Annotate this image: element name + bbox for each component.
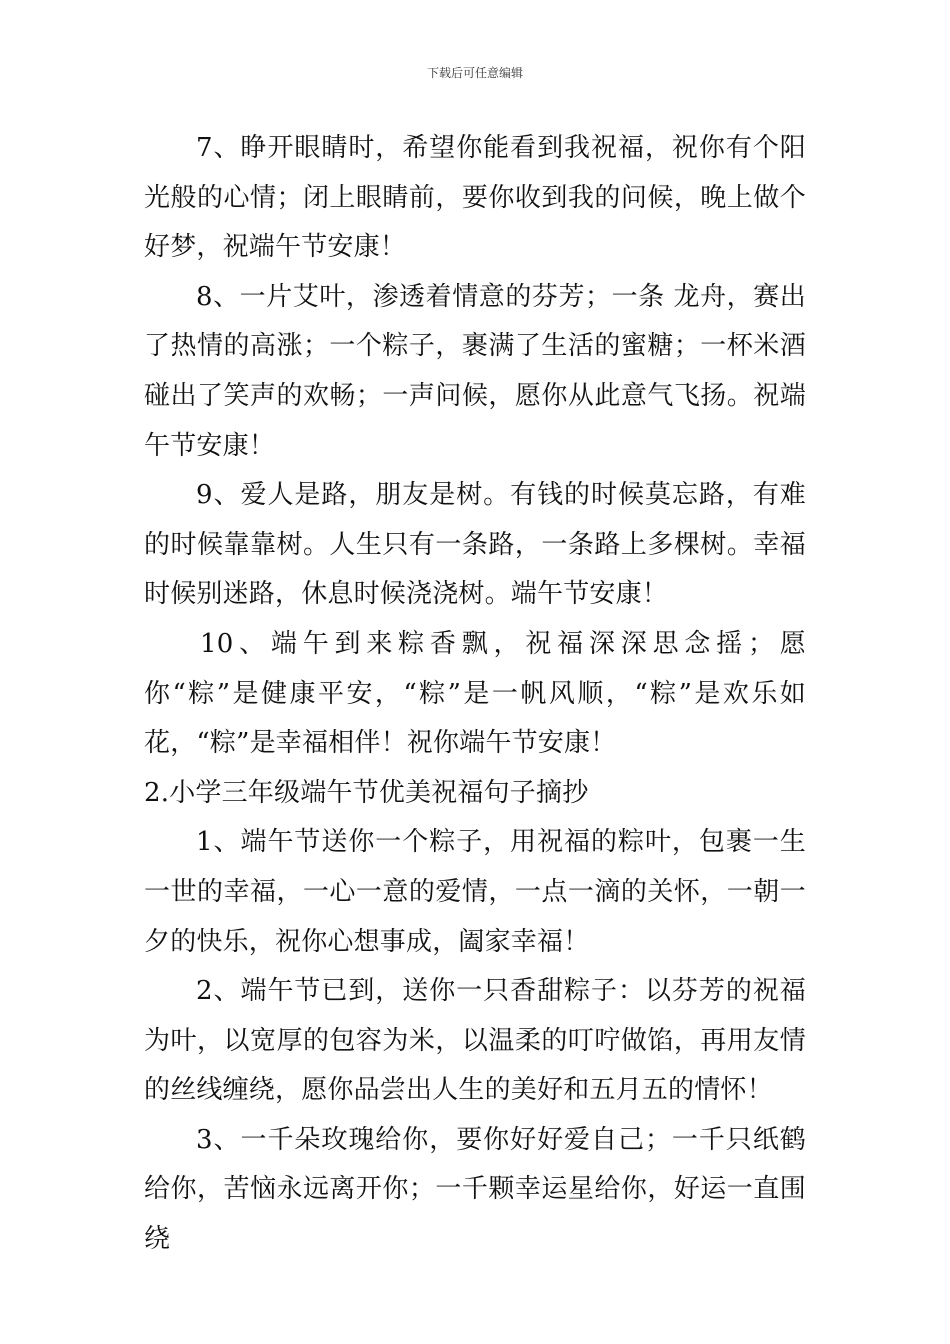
paragraph-9: 9、爱人是路，朋友是树。有钱的时候莫忘路，有难的时候靠靠树。人生只有一条路，一条路上多棵树。幸福时候别迷路，休息时候浇浇树。端午节安康！ (144, 480, 806, 610)
section-paragraph-1: 1、端午节送你一个粽子，用祝福的粽叶，包裹一生一世的幸福，一心一意的爱情，一点一滴的关怀，一朝一夕的快乐，祝你心想事成，阖家幸福！ (144, 827, 806, 957)
section-paragraph-3: 3、一千朵玫瑰给你，要你好好爱自己；一千只纸鹤给你，苦恼永远离开你；一千颗幸运星给你，好运一直围绕 (144, 1124, 806, 1255)
paragraph-10: 10、端午到来粽香飘，祝福深深思念摇；愿你“粽”是健康平安，“粽”是一帆风顺，“粽”是欢乐如花，“粽”是幸福相伴！祝你端午节安康！ (144, 628, 806, 759)
paragraph-7: 7、睁开眼睛时，希望你能看到我祝福，祝你有个阳光般的心情；闭上眼睛前，要你收到我的问候，晚上做个好梦，祝端午节安康！ (144, 133, 806, 263)
page-header: 下载后可任意编辑 (426, 66, 523, 80)
section-paragraph-2: 2、端午节已到，送你一只香甜粽子：以芬芳的祝福为叶，以宽厚的包容为米，以温柔的叮咛做馅，再用友情的丝线缠绕，愿你品尝出人生的美好和五月五的情怀！ (144, 976, 806, 1106)
document-body (144, 124, 806, 1265)
paragraph-8: 8、一片艾叶，渗透着情意的芬芳；一条 龙舟，赛出了热情的高涨；一个粽子，裹满了生活的蜜糖；一杯米酒碰出了笑声的欢畅；一声问候，愿你从此意气飞扬。祝端午节安康！ (144, 281, 806, 461)
section-heading: 2.小学三年级端午节优美祝福句子摘抄 (144, 777, 589, 808)
